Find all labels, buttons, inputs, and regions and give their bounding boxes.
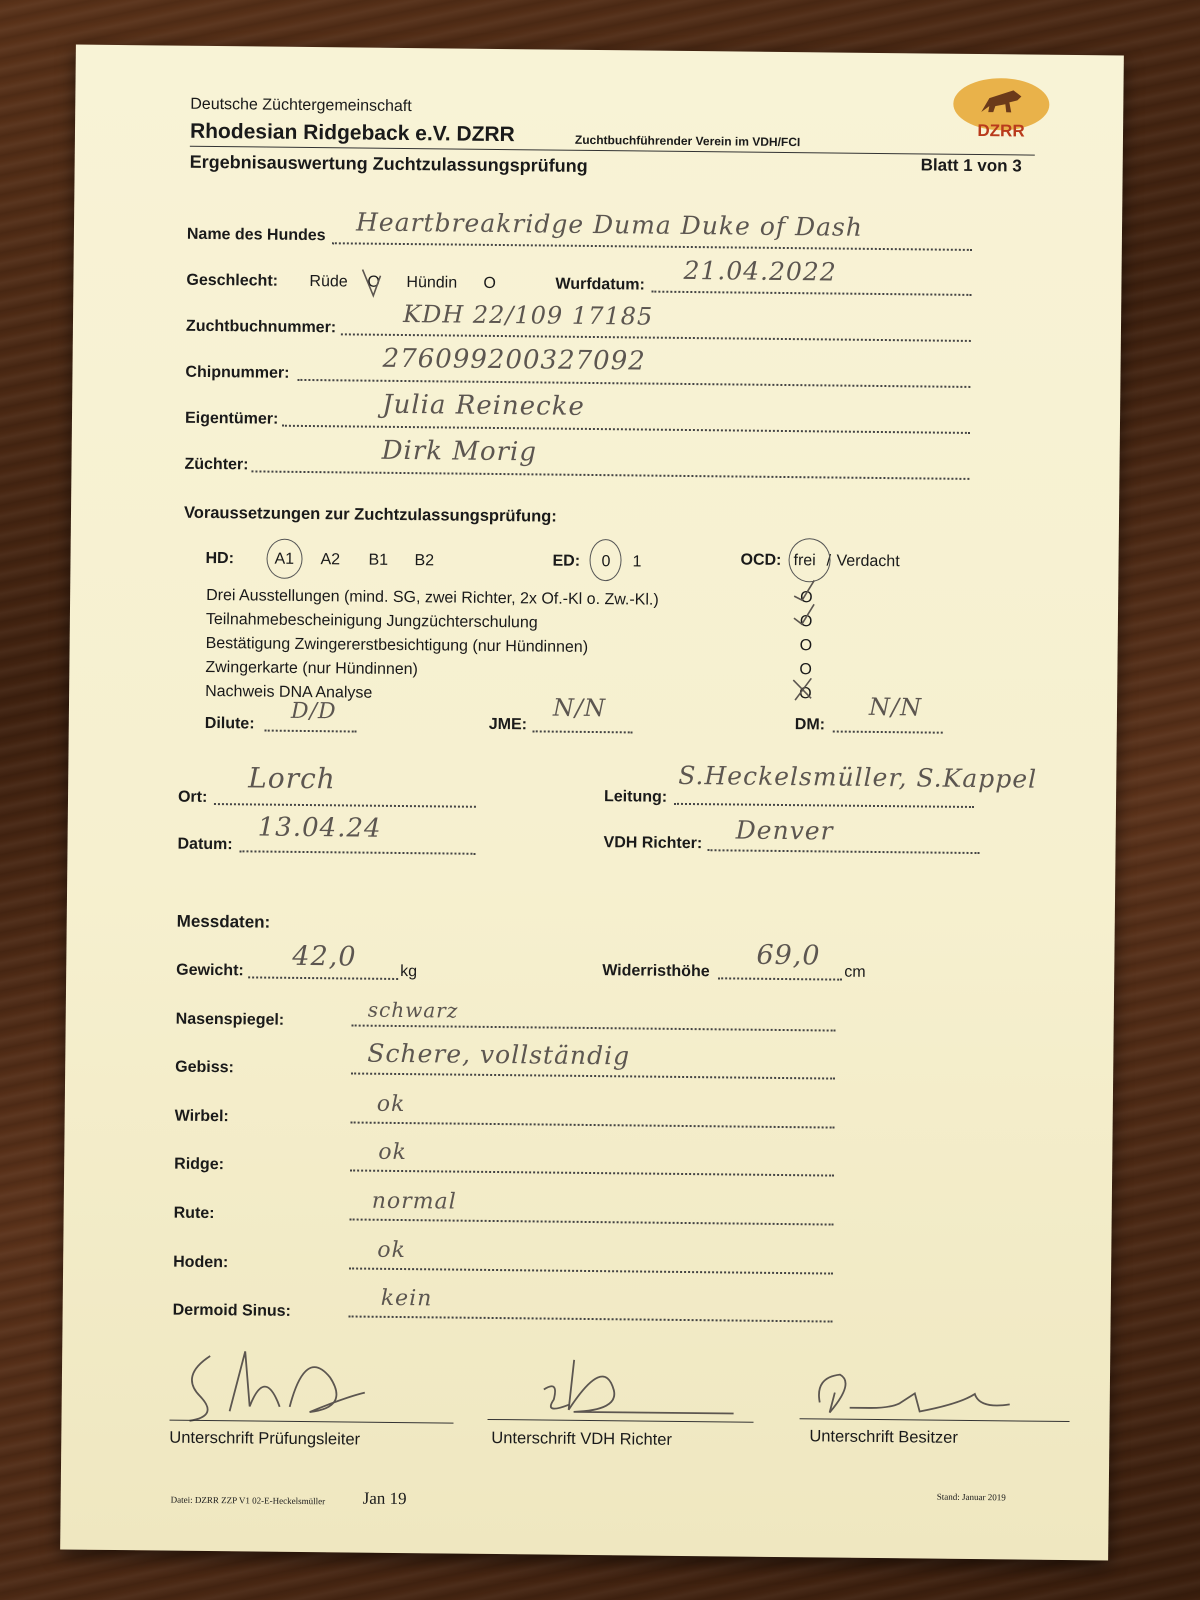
date-line <box>239 850 475 854</box>
measure-row-line <box>352 1024 836 1031</box>
owner-signature-icon <box>810 1362 1031 1424</box>
dm-line <box>833 731 943 734</box>
jme-label: JME: <box>488 715 528 734</box>
judge-value: Denver <box>735 815 834 846</box>
measure-row-label: Nasenspiegel: <box>175 1010 285 1029</box>
leader-signature-icon <box>169 1336 390 1428</box>
date-label: Datum: <box>177 835 233 854</box>
footer-file-date: Jan 19 <box>362 1488 407 1509</box>
prereq-checkbox: O <box>799 613 813 631</box>
measure-row-label: Wirbel: <box>174 1107 229 1126</box>
ed-label: ED: <box>552 552 581 570</box>
ocd-selection-circle <box>788 538 830 582</box>
judge-label: VDH Richter: <box>603 834 703 853</box>
owner-value: Julia Reinecke <box>381 389 585 422</box>
ed-option-0: 0 <box>601 553 611 571</box>
dilute-label: Dilute: <box>204 714 255 733</box>
studbook-label: Zuchtbuchnummer: <box>185 317 337 337</box>
height-line <box>718 977 842 980</box>
dilute-line <box>265 730 357 733</box>
owner-signature-label: Unterschrift Besitzer <box>809 1427 959 1447</box>
chip-line <box>297 379 970 388</box>
chip-value: 276099200327092 <box>382 343 646 377</box>
ed-selection-circle <box>589 539 621 581</box>
female-label: Hündin <box>406 274 458 292</box>
place-value: Lorch <box>248 761 336 796</box>
prereq-checkbox: O <box>799 685 812 703</box>
weight-value: 42,0 <box>292 940 357 973</box>
height-value: 69,0 <box>756 939 821 972</box>
lead-line <box>674 803 974 808</box>
judge-signature-label: Unterschrift VDH Richter <box>491 1428 673 1449</box>
measure-row-value: normal <box>371 1188 457 1215</box>
club-note: Zuchtbuchführender Verein im VDH/FCI <box>574 132 801 150</box>
dog-name-label: Name des Hundes <box>186 225 326 245</box>
ocd-suspect: Verdacht <box>836 552 900 571</box>
prereq-item: Nachweis DNA Analyse <box>205 682 373 702</box>
hd-option-a1: A1 <box>274 550 295 568</box>
prereq-checkmarks-icon <box>790 578 821 638</box>
male-checkmark-icon <box>359 266 383 300</box>
measure-row-line <box>350 1218 834 1225</box>
judge-line <box>707 849 979 854</box>
ocd-free: frei <box>793 552 816 570</box>
breeder-line <box>251 470 969 480</box>
owner-line <box>282 425 970 434</box>
hd-option-b1: B1 <box>368 551 389 569</box>
weight-line <box>248 976 398 980</box>
measure-row-line <box>349 1267 833 1274</box>
dm-value: N/N <box>868 692 923 722</box>
prereq-checkbox: O <box>799 661 812 679</box>
club-name: Rhodesian Ridgeback e.V. DZRR <box>189 119 515 147</box>
measure-heading: Messdaten: <box>176 911 271 932</box>
sheet-number: Blatt 1 von 3 <box>920 155 1022 176</box>
place-line <box>214 803 476 808</box>
dog-name-line <box>332 242 972 251</box>
weight-unit: kg <box>400 963 418 981</box>
hd-selection-circle <box>266 539 302 579</box>
owner-label: Eigentümer: <box>184 409 279 428</box>
lead-value: S.Heckelsmüller, S.Kappel <box>678 760 1038 794</box>
measure-row-value: ok <box>377 1237 407 1264</box>
prereq-item: Drei Ausstellungen (mind. SG, zwei Richter, 2x Of.-Kl o. Zw.-Kl.) <box>206 586 659 609</box>
prereq-item: Teilnahmebescheinigung Jungzüchterschulung <box>205 610 538 632</box>
chip-label: Chipnummer: <box>185 363 290 382</box>
hd-option-b2: B2 <box>414 552 435 570</box>
male-checkbox: O <box>367 273 380 291</box>
footer-file: Datei: DZRR ZZP V1 02-E-Heckelsmüller <box>170 1494 326 1507</box>
prereq-checkbox: O <box>800 589 813 607</box>
jme-line <box>533 730 633 733</box>
female-checkbox: O <box>483 274 496 292</box>
judge-signature-icon <box>514 1349 745 1421</box>
birthdate-value: 21.04.2022 <box>683 255 837 287</box>
birthdate-label: Wurfdatum: <box>555 275 645 294</box>
breeder-label: Züchter: <box>184 455 249 474</box>
ed-option-1: 1 <box>632 553 642 571</box>
measure-row-value: Schere, vollständig <box>367 1038 631 1071</box>
place-label: Ort: <box>177 788 208 806</box>
dog-name-value: Heartbreakridge Duma Duke of Dash <box>355 207 864 242</box>
dm-label: DM: <box>794 716 826 734</box>
dilute-value: D/D <box>290 698 337 725</box>
dzrr-logo <box>951 76 1052 143</box>
male-label: Rüde <box>309 273 348 291</box>
height-unit: cm <box>844 963 866 981</box>
measure-row-line <box>351 1072 835 1079</box>
measure-row-value: ok <box>378 1139 408 1166</box>
studbook-line <box>341 333 971 342</box>
measure-row-line <box>351 1121 835 1128</box>
hd-label: HD: <box>205 549 235 568</box>
measure-row-label: Gebiss: <box>175 1058 234 1077</box>
prereq-checkbox: O <box>799 637 813 655</box>
leader-signature-label: Unterschrift Prüfungsleiter <box>169 1428 361 1449</box>
ocd-slash: / <box>826 552 832 570</box>
studbook-value: KDH 22/109 17185 <box>402 299 654 331</box>
form-sheet <box>60 45 1124 1561</box>
lead-label: Leitung: <box>603 788 668 806</box>
svg-text:DZRR: DZRR <box>977 121 1025 141</box>
sex-label: Geschlecht: <box>186 271 279 290</box>
date-value: 13.04.24 <box>257 812 382 844</box>
weight-label: Gewicht: <box>176 961 244 980</box>
breeder-value: Dirk Morig <box>381 435 538 468</box>
prereq-item: Bestätigung Zwingererstbesichtigung (nur Hündinnen) <box>205 634 589 656</box>
jme-value: N/N <box>552 693 607 723</box>
measure-row-label: Ridge: <box>174 1155 225 1174</box>
measure-row-value: kein <box>380 1285 433 1312</box>
measure-row-line <box>349 1315 833 1322</box>
form-title: Ergebnisauswertung Zuchtzulassungsprüfung <box>189 151 588 176</box>
prereq-heading: Voraussetzungen zur Zuchtzulassungsprüfung: <box>183 503 557 526</box>
prereq-item: Zwingerkarte (nur Hündinnen) <box>205 658 419 679</box>
org-line: Deutsche Züchtergemeinschaft <box>190 95 412 116</box>
footer-status: Stand: Januar 2019 <box>936 1491 1006 1503</box>
dna-checkmark-icon <box>789 674 819 704</box>
measure-row-label: Dermoid Sinus: <box>172 1301 291 1320</box>
measure-row-line <box>350 1169 834 1176</box>
measure-row-label: Rute: <box>173 1204 215 1223</box>
measure-row-value: schwarz <box>367 997 459 1023</box>
hd-option-a2: A2 <box>320 551 341 569</box>
measure-row-value: ok <box>376 1091 406 1118</box>
birthdate-line <box>651 291 971 296</box>
measure-row-label: Hoden: <box>173 1253 229 1272</box>
height-label: Widerristhöhe <box>602 962 710 981</box>
ocd-label: OCD: <box>740 551 782 569</box>
